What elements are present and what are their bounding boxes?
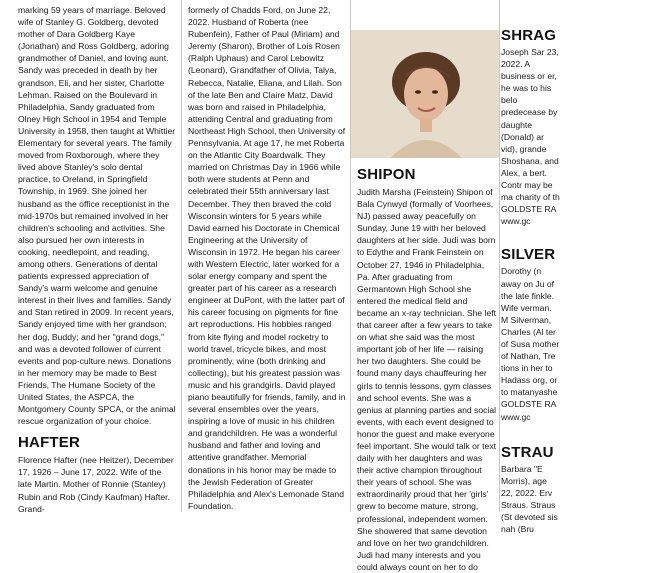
shrag-obituary-text: Joseph Sar 23, 2022. A business or er, he was to his belo predecease by daughte (Donald) ar vid), grande Shoshana, and Alex, a bert. Contr may be ma charity of th GOLDSTE RA www.gc	[501, 47, 560, 227]
shipon-obituary-text: Judith Marsha (Feinstein) Shipon of Bala Cynwyd (formally of Voorhees, NJ) passed away peacefully on Sunday, June 19 with her beloved daughters at her side. Judi was born to Edythe and Frank Feinstein on October 27, 1946 in Philadelphia, Pa. After graduating from Germantown High School she entered the medical field and became an x-ray technician. She left that career after a few years to take on what she said was the most important job of her life — raising her two daughters. She could be found many days chauffeuring her girls to tennis lessons, gym classes and school events. She was a genius at planning parties and social events, with each event designed to honor the guest and make everyone feel important. She would talk or text daily with her daughters and was their active champion throughout their years of school. She was extraordinarily proud that her 'girls' grew to become mature, strong, professional, independent women. She showered that same devotion and love on her two grandchildren. Judi had many interests and you could always count on her to do	[357, 187, 497, 572]
shipon-heading: SHIPON	[357, 166, 416, 183]
column-divider	[350, 0, 351, 512]
silver-obituary-text: Dorothy (n away on Ju of the late finkle. Wife verman. M Silverman, Charles (Al ter of Susa mother of Nathan, Tre tions in her to Hadass org, or to matanyashe GOLDSTE RA www.gc	[501, 266, 560, 422]
column-divider	[181, 0, 182, 512]
straus-heading: STRAU	[501, 443, 554, 461]
goldberg-obituary-text: marking 59 years of marriage. Beloved wife of Stanley G. Goldberg, devoted mother of Dara Goldberg Kaye (Jonathan) and Ross Goldberg, adoring grandmother of Daniel, and loving aunt. Sandy was preceded in death by her grandson, Eli, and her sister, Charlotte Lehman. Raised on the Boulevard in Philadelphia, Sandy graduated from Olney High School in 1954 and Temple University in 1958, then taught at Whittier Elementary for several years. The family moved from Roxborough, where they lived above Stanley's solo dental practice, to Oreland, in Springfield Township, in 1969. She joined her husband as the office receptionist in the mid-1970s but remained involved in her children's schooling and activities. She also pursued her own interests in cooking, needlepoint, and reading, among others. Generations of dental patients expressed appreciation of Sandy's warm welcome and genuine interest in their lives and families. Sandy and Stan retired in 2009. In recent years, Sandy enjoyed time with her grandson; her dog, Buddy; and her "grand dogs," and was a devoted follower of current events and pop-culture news. Donations in her memory may be made to Best Friends, The Humane Society of the United States, the ASPCA, the Montgomery County SPCA, or the animal rescue organization of your choice.	[18, 5, 176, 427]
straus-obituary-text: Barbara "E Morris), age 22, 2022. Erv Straus. Straus (St devoted sis nah (Bru	[501, 463, 558, 535]
hafter-heading: HAFTER	[18, 434, 81, 452]
column-2	[188, 0, 346, 512]
silver-heading: SILVER	[501, 246, 556, 264]
column-4-partial	[497, 0, 560, 535]
shrag-heading: SHRAG	[501, 27, 557, 44]
column-1	[18, 0, 176, 512]
hafter-obituary-text: Florence Hafter (nee Heitzer), December 17, 1926 – June 17, 2022. Wife of the late Martin. Mother of Ronnie (Stanley) Rubin and Rob (Cindy Kaufman) Hafter. Grand-	[18, 455, 174, 514]
matz-obituary-text: formerly of Chadds Ford, on June 22, 2022. Husband of Roberta (nee Rubenfein), Father of Paul (Miriam) and Jeremy (Sharon), Brother of Lois Rosen (Ralph Uphaus) and Carol Lebowitz (Leonard), Grandfather of Olivia, Talya, Rebecca, Natalie, Eliana, and Lilah. Son of the late Ben and Claire Matz, David was born and raised in Philadelphia, attending Central and graduating from Northeast High School, then University of Pennsylvania. At age 17, he met Roberta on the Atlantic City Boardwalk. They married on Christmas Day in 1966 while both were students at Penn and celebrated their 55th anniversary last December. They then braved the cold Wisconsin winters for 5 years while David earned his Doctorate in Chemical Engineering at the University of Wisconsin in 1972. He began his career with Western Electric, later worked for a solar energy company and spent the greater part of his career as a research engineer at DuPont, with the latter part of his career focusing on pigments for fine art reproductions. His hobbies ranged from kite flying and model rocketry to world travel, tricycle bikes, and most prominently, wine (both drinking and collecting), but his greatest passion was music and his grandgirls. David played piano beautifully for friends, family, and in several ensembles over the years, inspiring a love of music in his children and grandchildren. He was a wonderful husband and father and loving and attentive grandfather. Memorial donations in his honor may be made to the Jewish Federation of Greater Philadelphia and Alex's Lemonade Stand Foundation.	[188, 5, 346, 511]
column-3	[357, 0, 497, 572]
